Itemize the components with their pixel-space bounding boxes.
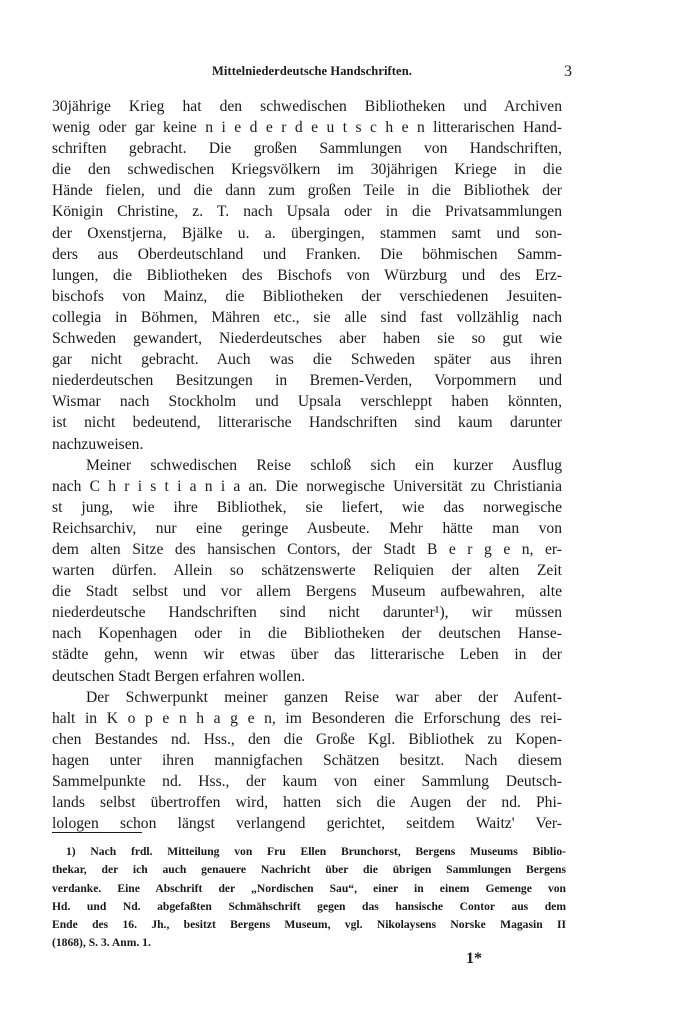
text-line: Reichsarchiv, nur eine geringe Ausbeute. Mehr hätte man von: [52, 519, 562, 537]
text-line: schriften gebracht. Die großen Sammlungen von Handschriften,: [52, 140, 562, 158]
text-line: Der Schwerpunkt meiner ganzen Reise war aber der Aufent-: [86, 688, 562, 706]
text-line: der Oxenstjerna, Bjälke u. a. übergingen, stammen samt und son-: [52, 224, 562, 242]
text-line: ders aus Oberdeutschland und Franken. Die böhmischen Samm-: [52, 245, 562, 263]
footnote-line: 1) Nach frdl. Mitteilung von Fru Ellen Brunchorst, Bergens Museums Biblio-: [66, 845, 566, 858]
text-line: Meiner schwedischen Reise schloß sich ein kurzer Ausflug: [86, 456, 562, 474]
footnote-line: verdanke. Eine Abschrift der „Nordischen Sau“, einer in einem Gemenge von: [52, 881, 566, 895]
text-line: chen Bestandes nd. Hss., den die Große Kgl. Bibliothek zu Kopen-: [52, 730, 562, 748]
text-line: halt in K o p e n h a g e n, im Besonderen die Erforschung des rei-: [52, 709, 562, 727]
footnote-line: thekar, der ich auch genauere Nachricht über die übrigen Sammlungen Bergens: [52, 863, 566, 877]
text-line: bischofs von Mainz, die Bibliotheken der verschiedenen Jesuiten-: [52, 287, 562, 305]
text-line: lungen, die Bibliotheken des Bischofs von Würzburg und des Erz-: [52, 266, 562, 284]
text-line: hagen unter ihren mannigfachen Schätzen besitzt. Nach diesem: [52, 751, 562, 769]
text-line: dem alten Sitze des hansischen Contors, der Stadt B e r g e n, er-: [52, 540, 562, 558]
text-line: 30jährige Krieg hat den schwedischen Bibliotheken und Archiven: [52, 98, 562, 115]
text-line: Wismar nach Stockholm und Upsala verschleppt haben könnten,: [52, 393, 562, 411]
text-line: städte gehn, wenn wir etwas über das litterarische Leben in der: [52, 646, 562, 664]
text-line: gar nicht gebracht. Auch was die Schweden später aus ihren: [52, 351, 562, 369]
text-line: Königin Christine, z. T. nach Upsala oder in die Privatsammlungen: [52, 203, 562, 221]
text-line: lologen schon längst verlangend gerichtet, seitdem Waitz' Ver-: [52, 815, 562, 833]
page-number: 3: [564, 63, 572, 80]
text-line: lands selbst übertroffen wird, hatten sich die Augen der nd. Phi-: [52, 794, 562, 812]
footnote-rule: [52, 832, 142, 833]
signature-mark: 1*: [466, 950, 482, 967]
text-line: die Stadt selbst und vor allem Bergens Museum aufbewahren, alte: [52, 583, 562, 601]
text-line: nach C h r i s t i a n i a an. Die norwegische Universität zu Christiania: [52, 477, 562, 495]
running-head: [52, 64, 572, 84]
footnote-line: (1868), S. 3. Anm. 1.: [52, 936, 151, 950]
text-line: deutschen Stadt Bergen erfahren wollen.: [52, 667, 306, 685]
text-line: Sammelpunkte nd. Hss., der kaum von einer Sammlung Deutsch-: [52, 773, 562, 790]
running-title: Mittelniederdeutsche Handschriften.: [211, 64, 412, 78]
text-line: collegia in Böhmen, Mähren etc., sie alle sind fast vollzählig nach: [52, 308, 562, 326]
text-line: Schweden gewandert, Niederdeutsches aber haben sie so gut wie: [52, 330, 562, 348]
text-line: niederdeutschen Besitzungen in Bremen-Verden, Vorpommern und: [52, 372, 562, 390]
text-line: nach Kopenhagen oder in die Bibliotheken der deutschen Hanse-: [52, 625, 562, 643]
text-line: nachzuweisen.: [52, 435, 144, 453]
text-line: wenig oder gar keine n i e d e r d e u t s c h e n litterarischen Hand-: [52, 119, 562, 137]
text-line: st jung, wie ihre Bibliothek, sie liefert, wie das norwegische: [52, 498, 562, 516]
footnote: [52, 843, 566, 953]
footnote-line: Hd. und Nd. abgefaßten Schmähschrift gegen das hansische Contor aus dem: [52, 899, 566, 913]
body-text: [52, 96, 562, 834]
text-line: ist nicht bedeutend, litterarische Handschriften sind kaum darunter: [52, 414, 562, 432]
footnote-line: Ende des 16. Jh., besitzt Bergens Museum, vgl. Nikolaysens Norske Magasin II: [52, 918, 566, 932]
text-line: warten dürfen. Allein so schätzenswerte Reliquien der alten Zeit: [52, 562, 562, 580]
text-line: Hände fielen, und die dann zum großen Teile in die Bibliothek der: [52, 182, 562, 200]
text-line: die den schwedischen Kriegsvölkern im 30jährigen Kriege in die: [52, 161, 562, 179]
text-line: niederdeutsche Handschriften sind nicht darunter¹), wir müssen: [52, 604, 562, 622]
